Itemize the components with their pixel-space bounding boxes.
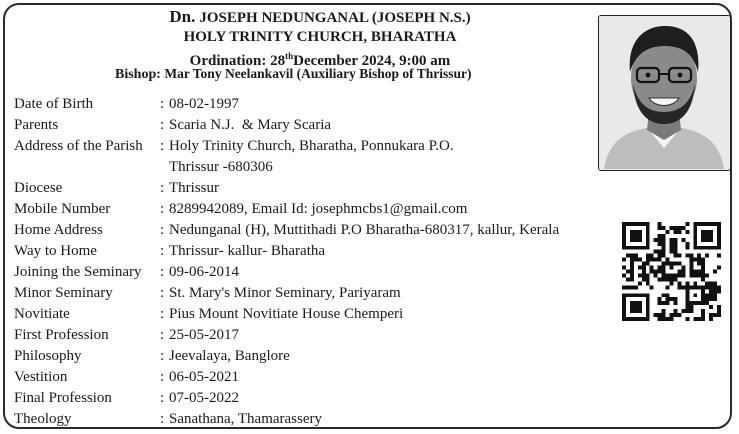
bishop-line: [115, 66, 471, 83]
detail-value: Thrissur: [169, 180, 219, 196]
detail-value: Holy Trinity Church, Bharatha, Ponnukara P.O.: [169, 138, 454, 154]
detail-label: Diocese: [14, 180, 63, 196]
detail-separator: :: [160, 96, 165, 112]
bishop-label: Bishop:: [115, 67, 161, 82]
detail-value: Pius Mount Novitiate House Chemperi: [169, 306, 404, 322]
detail-value: 09-06-2014: [169, 264, 239, 280]
detail-row-first-profession: [14, 325, 634, 346]
detail-row-parish-address: [14, 136, 634, 157]
detail-separator: :: [160, 306, 165, 322]
detail-row-philosophy: [14, 346, 634, 367]
detail-label: Vestition: [14, 369, 68, 385]
detail-row-vestition: [14, 367, 634, 388]
detail-value: Nedunganal (H), Muttithadi P.O Bharatha-680317, kallur, Kerala: [169, 222, 560, 238]
title-abbreviation: Dn.: [169, 7, 196, 26]
detail-label: Theology: [14, 411, 72, 427]
detail-row-novitiate: [14, 304, 634, 325]
detail-value: 25-05-2017: [169, 327, 239, 343]
detail-separator: :: [160, 201, 165, 217]
detail-row-final-profession: [14, 388, 634, 409]
detail-separator: :: [160, 180, 165, 196]
detail-label: Novitiate: [14, 306, 70, 322]
detail-value-continued: Thrissur -680306: [169, 159, 273, 175]
detail-row-parents: [14, 115, 634, 136]
detail-row-minor-seminary: [14, 283, 634, 304]
detail-label: Home Address: [14, 222, 103, 238]
detail-separator: :: [160, 243, 165, 259]
detail-separator: :: [160, 390, 165, 406]
detail-row-date-of-birth: [14, 94, 634, 115]
detail-label: Philosophy: [14, 348, 82, 364]
detail-label: First Profession: [14, 327, 109, 343]
detail-value: Scaria N.J. & Mary Scaria: [169, 117, 332, 133]
detail-value: Thrissur- kallur- Bharatha: [169, 243, 326, 259]
detail-separator: :: [160, 117, 165, 133]
detail-value: Sanathana, Thamarassery: [169, 411, 322, 427]
detail-label: Joining the Seminary: [14, 264, 142, 280]
bishop-name: Mar Tony Neelankavil (Auxiliary Bishop of Thrissur): [164, 66, 472, 81]
name-heading: [100, 7, 540, 28]
full-name: JOSEPH NEDUNGANAL (JOSEPH N.S.): [199, 10, 471, 26]
detail-separator: :: [160, 411, 165, 427]
detail-label: Final Profession: [14, 390, 112, 406]
detail-separator: :: [160, 348, 165, 364]
detail-label: Way to Home: [14, 243, 97, 259]
detail-value: 8289942089, Email Id: josephmcbs1@gmail.com: [169, 201, 468, 217]
detail-label: Parents: [14, 117, 59, 133]
detail-row-way-to-home: [14, 241, 634, 262]
church-name: HOLY TRINITY CHURCH, BHARATHA: [183, 29, 457, 45]
detail-separator: :: [160, 369, 165, 385]
detail-separator: :: [160, 327, 165, 343]
detail-row-theology: [14, 409, 634, 430]
detail-label: Mobile Number: [14, 201, 111, 217]
ordination-day: 28th: [270, 51, 294, 69]
ordination-day-suffix: th: [285, 51, 294, 61]
detail-row-home-address: [14, 220, 634, 241]
detail-row-parish-address-continued: [14, 157, 634, 178]
ordination-label: Ordination:: [189, 53, 267, 69]
detail-value: Jeevalaya, Banglore: [169, 348, 290, 364]
detail-separator: :: [160, 264, 165, 280]
detail-value: St. Mary's Minor Seminary, Pariyaram: [169, 285, 401, 301]
detail-value: 08-02-1997: [169, 96, 239, 112]
detail-separator: :: [160, 285, 165, 301]
detail-label: Minor Seminary: [14, 285, 113, 301]
detail-value: 07-05-2022: [169, 390, 239, 406]
detail-row-joining-seminary: [14, 262, 634, 283]
detail-label: Date of Birth: [14, 96, 94, 112]
ordination-date-time: December 2024, 9:00 am: [293, 53, 451, 69]
details-list: [14, 94, 634, 430]
profile-header: [100, 7, 540, 71]
detail-row-diocese: [14, 178, 634, 199]
detail-separator: :: [160, 222, 165, 238]
detail-separator: :: [160, 138, 165, 154]
detail-value: 06-05-2021: [169, 369, 239, 385]
detail-label: Address of the Parish: [14, 138, 143, 154]
detail-row-mobile-email: [14, 199, 634, 220]
qr-code[interactable]: [622, 222, 721, 321]
